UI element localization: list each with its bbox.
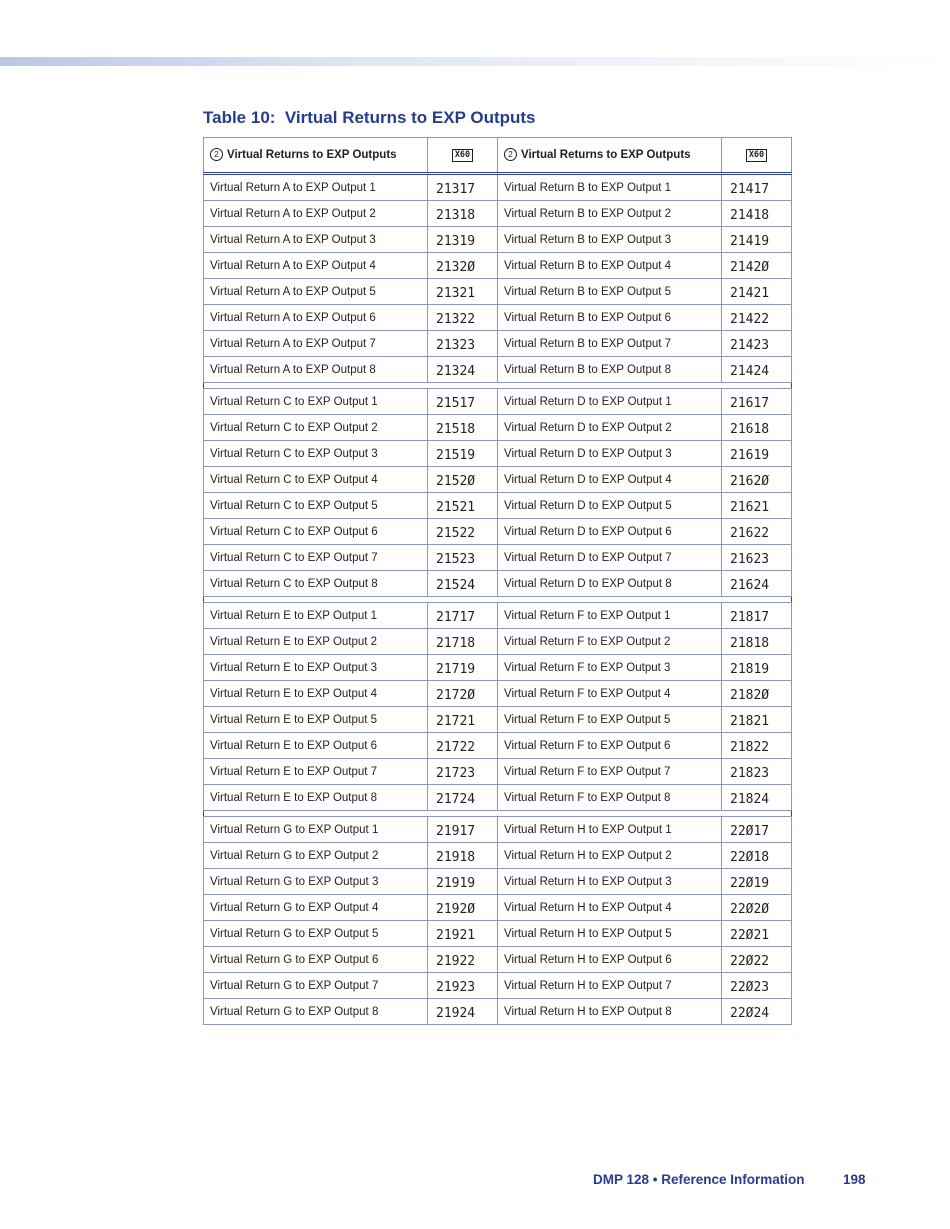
table-row xyxy=(204,493,792,519)
left-label-cell: Virtual Return E to EXP Output 4 xyxy=(204,681,428,707)
right-code-cell: 21623 xyxy=(722,545,792,571)
left-code-cell: 2192Ø xyxy=(428,895,498,921)
left-label-cell: Virtual Return G to EXP Output 5 xyxy=(204,921,428,947)
left-label-cell: Virtual Return C to EXP Output 8 xyxy=(204,571,428,597)
right-code-cell: 21418 xyxy=(722,201,792,227)
right-code-cell: 22Ø19 xyxy=(722,869,792,895)
left-label-cell: Virtual Return C to EXP Output 1 xyxy=(204,389,428,415)
circled-number-icon: 2 xyxy=(504,148,517,161)
left-code-cell: 21719 xyxy=(428,655,498,681)
left-code-cell: 21319 xyxy=(428,227,498,253)
table-row xyxy=(204,201,792,227)
header-right-text: Virtual Returns to EXP Outputs xyxy=(521,149,691,161)
right-label-cell: Virtual Return F to EXP Output 1 xyxy=(498,603,722,629)
left-code-cell: 21323 xyxy=(428,331,498,357)
table-row xyxy=(204,331,792,357)
table-row xyxy=(204,357,792,383)
left-label-cell: Virtual Return E to EXP Output 3 xyxy=(204,655,428,681)
left-code-cell: 21324 xyxy=(428,357,498,383)
left-code-cell: 2132Ø xyxy=(428,253,498,279)
left-label-cell: Virtual Return A to EXP Output 1 xyxy=(204,174,428,201)
left-code-cell: 21924 xyxy=(428,999,498,1025)
right-code-cell: 21422 xyxy=(722,305,792,331)
right-label-cell: Virtual Return H to EXP Output 5 xyxy=(498,921,722,947)
left-code-cell: 21918 xyxy=(428,843,498,869)
left-label-cell: Virtual Return C to EXP Output 7 xyxy=(204,545,428,571)
left-code-cell: 21721 xyxy=(428,707,498,733)
left-label-cell: Virtual Return C to EXP Output 2 xyxy=(204,415,428,441)
right-code-cell: 22Ø23 xyxy=(722,973,792,999)
left-code-cell: 21522 xyxy=(428,519,498,545)
virtual-returns-table-container xyxy=(203,137,791,1025)
table-row xyxy=(204,759,792,785)
header-left-code xyxy=(428,138,498,174)
left-code-cell: 2152Ø xyxy=(428,467,498,493)
table-row xyxy=(204,545,792,571)
right-label-cell: Virtual Return D to EXP Output 3 xyxy=(498,441,722,467)
right-code-cell: 22Ø18 xyxy=(722,843,792,869)
left-label-cell: Virtual Return A to EXP Output 6 xyxy=(204,305,428,331)
left-code-cell: 21524 xyxy=(428,571,498,597)
right-code-cell: 21417 xyxy=(722,174,792,201)
right-code-cell: 21824 xyxy=(722,785,792,811)
right-label-cell: Virtual Return D to EXP Output 5 xyxy=(498,493,722,519)
left-code-cell: 21322 xyxy=(428,305,498,331)
left-label-cell: Virtual Return E to EXP Output 7 xyxy=(204,759,428,785)
right-code-cell: 2182Ø xyxy=(722,681,792,707)
right-label-cell: Virtual Return D to EXP Output 8 xyxy=(498,571,722,597)
left-label-cell: Virtual Return C to EXP Output 3 xyxy=(204,441,428,467)
left-label-cell: Virtual Return G to EXP Output 4 xyxy=(204,895,428,921)
right-label-cell: Virtual Return H to EXP Output 1 xyxy=(498,817,722,843)
right-code-cell: 21819 xyxy=(722,655,792,681)
right-label-cell: Virtual Return F to EXP Output 6 xyxy=(498,733,722,759)
left-code-cell: 21922 xyxy=(428,947,498,973)
x60-badge: X60 xyxy=(452,149,473,162)
right-code-cell: 22Ø22 xyxy=(722,947,792,973)
circled-number-icon: 2 xyxy=(210,148,223,161)
left-label-cell: Virtual Return E to EXP Output 6 xyxy=(204,733,428,759)
left-label-cell: Virtual Return G to EXP Output 2 xyxy=(204,843,428,869)
table-row xyxy=(204,655,792,681)
header-left-text: Virtual Returns to EXP Outputs xyxy=(227,149,397,161)
left-code-cell: 2172Ø xyxy=(428,681,498,707)
right-code-cell: 21817 xyxy=(722,603,792,629)
right-label-cell: Virtual Return B to EXP Output 6 xyxy=(498,305,722,331)
left-code-cell: 21321 xyxy=(428,279,498,305)
left-code-cell: 21917 xyxy=(428,817,498,843)
table-row xyxy=(204,519,792,545)
right-label-cell: Virtual Return B to EXP Output 7 xyxy=(498,331,722,357)
table-row xyxy=(204,973,792,999)
table-row xyxy=(204,707,792,733)
right-label-cell: Virtual Return F to EXP Output 2 xyxy=(498,629,722,655)
table-row xyxy=(204,415,792,441)
table-row xyxy=(204,733,792,759)
right-code-cell: 21624 xyxy=(722,571,792,597)
table-row xyxy=(204,279,792,305)
header-right-label xyxy=(498,138,722,174)
right-label-cell: Virtual Return F to EXP Output 8 xyxy=(498,785,722,811)
table-row xyxy=(204,869,792,895)
left-label-cell: Virtual Return A to EXP Output 3 xyxy=(204,227,428,253)
right-label-cell: Virtual Return H to EXP Output 3 xyxy=(498,869,722,895)
right-label-cell: Virtual Return B to EXP Output 5 xyxy=(498,279,722,305)
right-code-cell: 22Ø24 xyxy=(722,999,792,1025)
right-code-cell: 21621 xyxy=(722,493,792,519)
left-code-cell: 21517 xyxy=(428,389,498,415)
right-label-cell: Virtual Return D to EXP Output 4 xyxy=(498,467,722,493)
header-band xyxy=(0,57,950,66)
left-code-cell: 21718 xyxy=(428,629,498,655)
virtual-returns-table xyxy=(203,137,792,1025)
right-code-cell: 21419 xyxy=(722,227,792,253)
header-left-label xyxy=(204,138,428,174)
left-label-cell: Virtual Return E to EXP Output 2 xyxy=(204,629,428,655)
right-label-cell: Virtual Return B to EXP Output 3 xyxy=(498,227,722,253)
left-label-cell: Virtual Return G to EXP Output 8 xyxy=(204,999,428,1025)
left-code-cell: 21722 xyxy=(428,733,498,759)
right-label-cell: Virtual Return F to EXP Output 5 xyxy=(498,707,722,733)
right-code-cell: 21619 xyxy=(722,441,792,467)
right-label-cell: Virtual Return F to EXP Output 4 xyxy=(498,681,722,707)
right-code-cell: 22Ø21 xyxy=(722,921,792,947)
right-code-cell: 2162Ø xyxy=(722,467,792,493)
table-row xyxy=(204,629,792,655)
table-row xyxy=(204,174,792,201)
left-code-cell: 21523 xyxy=(428,545,498,571)
left-label-cell: Virtual Return E to EXP Output 1 xyxy=(204,603,428,629)
left-label-cell: Virtual Return A to EXP Output 2 xyxy=(204,201,428,227)
page-number: 198 xyxy=(843,1172,866,1187)
table-row xyxy=(204,441,792,467)
table-row xyxy=(204,389,792,415)
header-right-code xyxy=(722,138,792,174)
right-code-cell: 21421 xyxy=(722,279,792,305)
left-code-cell: 21723 xyxy=(428,759,498,785)
table-row xyxy=(204,817,792,843)
table-title: Table 10: Virtual Returns to EXP Outputs xyxy=(203,108,536,127)
right-code-cell: 22Ø17 xyxy=(722,817,792,843)
left-code-cell: 21521 xyxy=(428,493,498,519)
x60-badge: X60 xyxy=(746,149,767,162)
right-code-cell: 21822 xyxy=(722,733,792,759)
left-code-cell: 21518 xyxy=(428,415,498,441)
right-label-cell: Virtual Return F to EXP Output 7 xyxy=(498,759,722,785)
left-label-cell: Virtual Return E to EXP Output 8 xyxy=(204,785,428,811)
left-code-cell: 21919 xyxy=(428,869,498,895)
table-row xyxy=(204,227,792,253)
table-header-row xyxy=(204,138,792,174)
right-label-cell: Virtual Return D to EXP Output 6 xyxy=(498,519,722,545)
table-row xyxy=(204,843,792,869)
left-label-cell: Virtual Return A to EXP Output 5 xyxy=(204,279,428,305)
right-label-cell: Virtual Return H to EXP Output 6 xyxy=(498,947,722,973)
right-label-cell: Virtual Return B to EXP Output 2 xyxy=(498,201,722,227)
left-label-cell: Virtual Return C to EXP Output 5 xyxy=(204,493,428,519)
left-label-cell: Virtual Return E to EXP Output 5 xyxy=(204,707,428,733)
table-row xyxy=(204,681,792,707)
left-code-cell: 21724 xyxy=(428,785,498,811)
left-code-cell: 21519 xyxy=(428,441,498,467)
left-code-cell: 21921 xyxy=(428,921,498,947)
right-label-cell: Virtual Return H to EXP Output 8 xyxy=(498,999,722,1025)
left-label-cell: Virtual Return A to EXP Output 7 xyxy=(204,331,428,357)
table-row xyxy=(204,947,792,973)
left-label-cell: Virtual Return G to EXP Output 7 xyxy=(204,973,428,999)
table-row xyxy=(204,921,792,947)
right-code-cell: 21818 xyxy=(722,629,792,655)
left-label-cell: Virtual Return C to EXP Output 6 xyxy=(204,519,428,545)
left-label-cell: Virtual Return C to EXP Output 4 xyxy=(204,467,428,493)
table-row xyxy=(204,571,792,597)
right-code-cell: 21821 xyxy=(722,707,792,733)
right-label-cell: Virtual Return H to EXP Output 7 xyxy=(498,973,722,999)
right-label-cell: Virtual Return F to EXP Output 3 xyxy=(498,655,722,681)
left-code-cell: 21717 xyxy=(428,603,498,629)
right-label-cell: Virtual Return D to EXP Output 2 xyxy=(498,415,722,441)
left-code-cell: 21317 xyxy=(428,174,498,201)
right-label-cell: Virtual Return H to EXP Output 4 xyxy=(498,895,722,921)
left-code-cell: 21318 xyxy=(428,201,498,227)
right-label-cell: Virtual Return H to EXP Output 2 xyxy=(498,843,722,869)
table-row xyxy=(204,999,792,1025)
right-code-cell: 21622 xyxy=(722,519,792,545)
table-row xyxy=(204,253,792,279)
right-label-cell: Virtual Return B to EXP Output 4 xyxy=(498,253,722,279)
left-label-cell: Virtual Return G to EXP Output 1 xyxy=(204,817,428,843)
right-code-cell: 2142Ø xyxy=(722,253,792,279)
left-label-cell: Virtual Return A to EXP Output 8 xyxy=(204,357,428,383)
right-code-cell: 21423 xyxy=(722,331,792,357)
right-label-cell: Virtual Return B to EXP Output 1 xyxy=(498,174,722,201)
table-row xyxy=(204,467,792,493)
left-label-cell: Virtual Return A to EXP Output 4 xyxy=(204,253,428,279)
right-label-cell: Virtual Return D to EXP Output 1 xyxy=(498,389,722,415)
table-row xyxy=(204,603,792,629)
table-row xyxy=(204,895,792,921)
table-body xyxy=(204,174,792,1025)
left-label-cell: Virtual Return G to EXP Output 3 xyxy=(204,869,428,895)
footer-title: DMP 128 • Reference Information xyxy=(593,1172,805,1187)
table-row xyxy=(204,785,792,811)
right-code-cell: 21823 xyxy=(722,759,792,785)
right-code-cell: 21618 xyxy=(722,415,792,441)
right-code-cell: 21424 xyxy=(722,357,792,383)
right-code-cell: 21617 xyxy=(722,389,792,415)
right-code-cell: 22Ø2Ø xyxy=(722,895,792,921)
right-label-cell: Virtual Return D to EXP Output 7 xyxy=(498,545,722,571)
right-label-cell: Virtual Return B to EXP Output 8 xyxy=(498,357,722,383)
table-row xyxy=(204,305,792,331)
left-code-cell: 21923 xyxy=(428,973,498,999)
left-label-cell: Virtual Return G to EXP Output 6 xyxy=(204,947,428,973)
